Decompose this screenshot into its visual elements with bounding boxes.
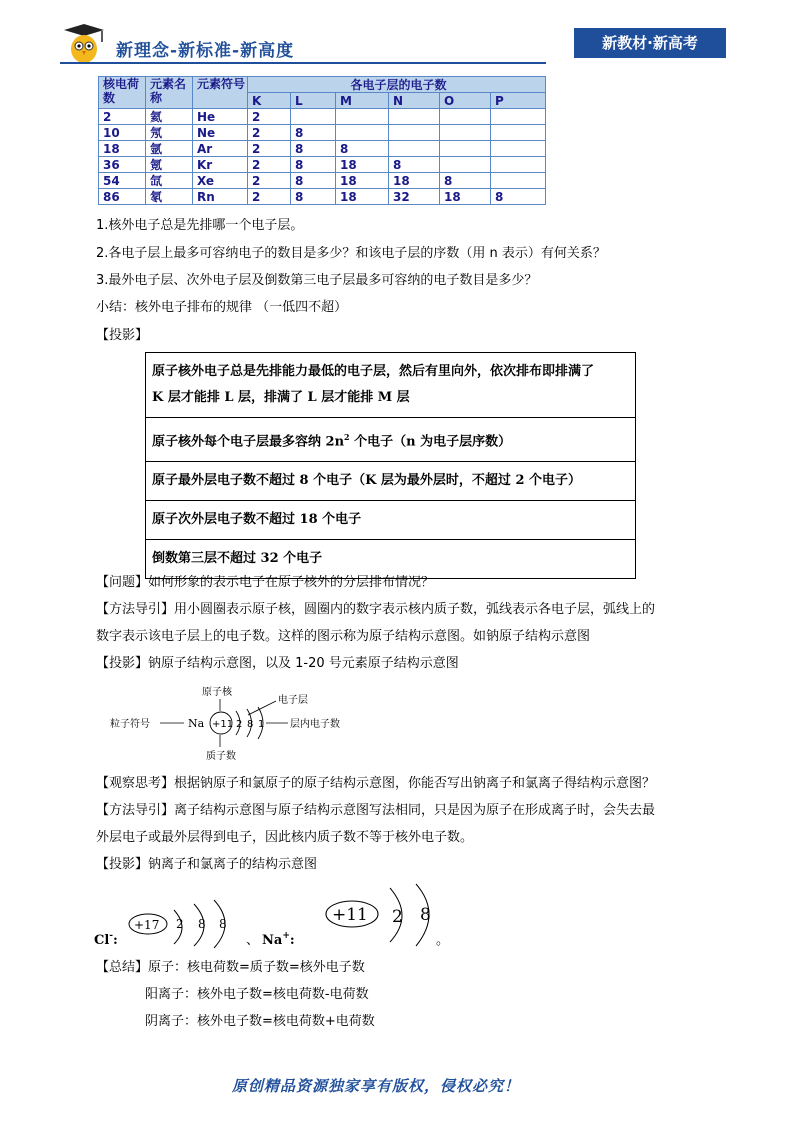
table-cell xyxy=(336,125,389,141)
summary-cation: 阳离子：核外电子数=核电荷数-电荷数 xyxy=(145,987,369,1002)
table-cell: Kr xyxy=(193,157,248,173)
table-cell xyxy=(389,125,440,141)
shell-n: N xyxy=(389,93,440,109)
header-divider xyxy=(60,62,546,64)
question-paragraph: 【问题】如何形象的表示电子在原子核外的分层排布情况？ xyxy=(96,575,435,590)
shell-m: M xyxy=(336,93,389,109)
method-guide-2-line-2: 外层电子或最外层得到电子，因此核内质子数不等于核外电子数。 xyxy=(96,830,474,845)
rule-2 xyxy=(146,418,635,462)
table-cell: 2 xyxy=(248,109,291,125)
table-cell: 18 xyxy=(440,189,491,205)
projection-ions: 【投影】钠离子和氯离子的结构示意图 xyxy=(96,857,318,872)
nucleus-label: 原子核 xyxy=(202,687,232,698)
table-cell: 54 xyxy=(99,173,146,189)
table-cell: 18 xyxy=(336,157,389,173)
copyright-footer: 原创精品资源独家享有版权，侵权必究！ xyxy=(232,1077,521,1095)
table-cell: 8 xyxy=(491,189,546,205)
table-cell: Rn xyxy=(193,189,248,205)
rule-3: 原子最外层电子数不超过 8 个电子（K 层为最外层时，不超过 2 个电子） xyxy=(146,462,635,501)
table-cell xyxy=(491,109,546,125)
header-badge: 新教材·新高考 xyxy=(574,28,726,58)
table-cell: 8 xyxy=(389,157,440,173)
chloride-label: Cl-: xyxy=(94,931,118,948)
sodium-atom-diagram xyxy=(108,683,368,765)
table-cell xyxy=(336,109,389,125)
observe-think: 【观察思考】根据钠原子和氯原子的原子结构示意图，你能否写出钠离子和氯离子得结构示意图？ xyxy=(96,776,656,791)
table-cell xyxy=(491,141,546,157)
sodium-ion-nucleus-charge: +11 xyxy=(332,905,368,925)
rules-box xyxy=(145,352,636,579)
header-element-symbol: 元素符号 xyxy=(193,77,248,109)
table-cell: 18 xyxy=(389,173,440,189)
summary-anion: 阴离子：核外电子数=核电荷数+电荷数 xyxy=(145,1014,375,1029)
table-cell: 氙 xyxy=(146,173,193,189)
table-cell: 2 xyxy=(248,125,291,141)
header-shell-electrons: 各电子层的电子数 xyxy=(248,77,546,93)
projection-label: 【投影】 xyxy=(96,328,149,343)
rule-2-text-b: 个电子（n 为电子层序数） xyxy=(349,434,512,450)
table-cell: Ar xyxy=(193,141,248,157)
table-cell: 18 xyxy=(336,189,389,205)
table-cell: 8 xyxy=(291,173,336,189)
table-cell: Xe xyxy=(193,173,248,189)
table-cell: 8 xyxy=(291,141,336,157)
proton-count-label: 质子数 xyxy=(206,751,236,762)
table-cell xyxy=(491,173,546,189)
sodium-ion-shell-1: 2 xyxy=(392,907,403,927)
ion-separator: 、 xyxy=(246,933,260,948)
table-header-row xyxy=(99,77,546,93)
table-cell: 8 xyxy=(291,125,336,141)
table-cell: 2 xyxy=(248,141,291,157)
shell-2-electrons: 8 xyxy=(247,719,254,730)
shell-p: P xyxy=(491,93,546,109)
table-cell xyxy=(491,125,546,141)
table-row xyxy=(99,189,546,205)
question-2: 2.各电子层上最多可容纳电子的数目是多少？和该电子层的序数（用 n 表示）有何关系？ xyxy=(96,246,606,261)
header-slogan: 新理念-新标准-新高度 xyxy=(116,41,295,61)
method-guide-1-line-2: 数字表示该电子层上的电子数。这样的图示称为原子结构示意图。如钠原子结构示意图 xyxy=(96,629,591,644)
nucleus-charge: +11 xyxy=(212,719,234,730)
rule-2-text-a: 原子核外每个电子层最多容纳 2n xyxy=(152,434,345,450)
summary-label: 【总结】 xyxy=(96,960,149,975)
shell-3-electrons: 1 xyxy=(258,719,265,730)
question-3: 3.最外电子层、次外电子层及倒数第三电子层最多可容纳的电子数目是多少？ xyxy=(96,273,538,288)
summary-line: 小结：核外电子排布的规律 （一低四不超） xyxy=(96,300,348,315)
electron-shell-table xyxy=(98,76,546,205)
table-cell: 10 xyxy=(99,125,146,141)
sodium-symbol: Na xyxy=(188,717,205,730)
table-row xyxy=(99,157,546,173)
table-cell xyxy=(440,157,491,173)
table-row xyxy=(99,141,546,157)
projection-sodium: 【投影】钠原子结构示意图，以及 1-20 号元素原子结构示意图 xyxy=(96,656,459,671)
table-cell: 氩 xyxy=(146,141,193,157)
particle-symbol-label: 粒子符号 xyxy=(110,719,150,730)
rule-5: 倒数第三层不超过 32 个电子 xyxy=(152,551,323,567)
shell-l: L xyxy=(291,93,336,109)
table-cell: 32 xyxy=(389,189,440,205)
sodium-ion-label: Na+: xyxy=(262,931,295,948)
rule-4: 原子次外层电子数不超过 18 个电子 xyxy=(146,501,635,540)
header-element-name: 元素名称 xyxy=(146,77,193,109)
chloride-nucleus-charge: +17 xyxy=(134,918,160,932)
table-cell: He xyxy=(193,109,248,125)
table-cell xyxy=(440,109,491,125)
table-row xyxy=(99,125,546,141)
table-cell: 8 xyxy=(440,173,491,189)
table-cell xyxy=(389,109,440,125)
table-row xyxy=(99,173,546,189)
ion-end-punct: 。 xyxy=(436,933,450,948)
table-cell: 8 xyxy=(291,157,336,173)
table-cell: 86 xyxy=(99,189,146,205)
shell-1-electrons: 2 xyxy=(236,719,243,730)
table-cell: Ne xyxy=(193,125,248,141)
shell-arrow xyxy=(248,701,276,715)
chloride-shell-2: 8 xyxy=(198,917,206,931)
rule-1-line-1: 原子核外电子总是先排能力最低的电子层，然后有里向外，依次排布即排满了 xyxy=(152,364,595,379)
table-cell xyxy=(389,141,440,157)
rule-2-superscript: 2 xyxy=(344,432,350,442)
chloride-shell-3: 8 xyxy=(219,917,227,931)
method-guide-1-line-1: 【方法导引】用小圆圈表示原子核，圆圈内的数字表示核内质子数，弧线表示各电子层，弧线上的 xyxy=(96,602,656,617)
method-guide-2-line-1: 【方法导引】离子结构示意图与原子结构示意图写法相同，只是因为原子在形成离子时，会失去最 xyxy=(96,803,656,818)
table-cell: 8 xyxy=(336,141,389,157)
summary-block xyxy=(96,960,365,976)
shell-k: K xyxy=(248,93,291,109)
table-cell: 氖 xyxy=(146,125,193,141)
table-cell: 36 xyxy=(99,157,146,173)
summary-atom: 原子：核电荷数=质子数=核外电子数 xyxy=(148,960,365,975)
shell-electron-count-label: 层内电子数 xyxy=(290,719,340,730)
rule-1 xyxy=(146,353,635,418)
table-cell xyxy=(440,141,491,157)
table-cell xyxy=(440,125,491,141)
rule-1-line-2: K 层才能排 L 层，排满了 L 层才能排 M 层 xyxy=(152,390,410,405)
shell-label: 电子层 xyxy=(278,695,308,706)
table-cell: 氦 xyxy=(146,109,193,125)
table-cell: 2 xyxy=(248,173,291,189)
table-cell: 18 xyxy=(336,173,389,189)
table-row xyxy=(99,109,546,125)
table-cell xyxy=(491,157,546,173)
chloride-shell-1: 2 xyxy=(176,917,184,931)
table-cell: 18 xyxy=(99,141,146,157)
table-cell: 8 xyxy=(291,189,336,205)
sodium-ion-shell-2: 8 xyxy=(420,905,431,925)
shell-o: O xyxy=(440,93,491,109)
table-cell xyxy=(291,109,336,125)
table-cell: 2 xyxy=(99,109,146,125)
ion-structure-diagrams xyxy=(94,880,454,952)
table-cell: 氪 xyxy=(146,157,193,173)
table-cell: 氡 xyxy=(146,189,193,205)
table-cell: 2 xyxy=(248,157,291,173)
header-nuclear-charge: 核电荷数 xyxy=(99,77,146,109)
question-1: 1.核外电子总是先排哪一个电子层。 xyxy=(96,218,304,233)
table-cell: 2 xyxy=(248,189,291,205)
